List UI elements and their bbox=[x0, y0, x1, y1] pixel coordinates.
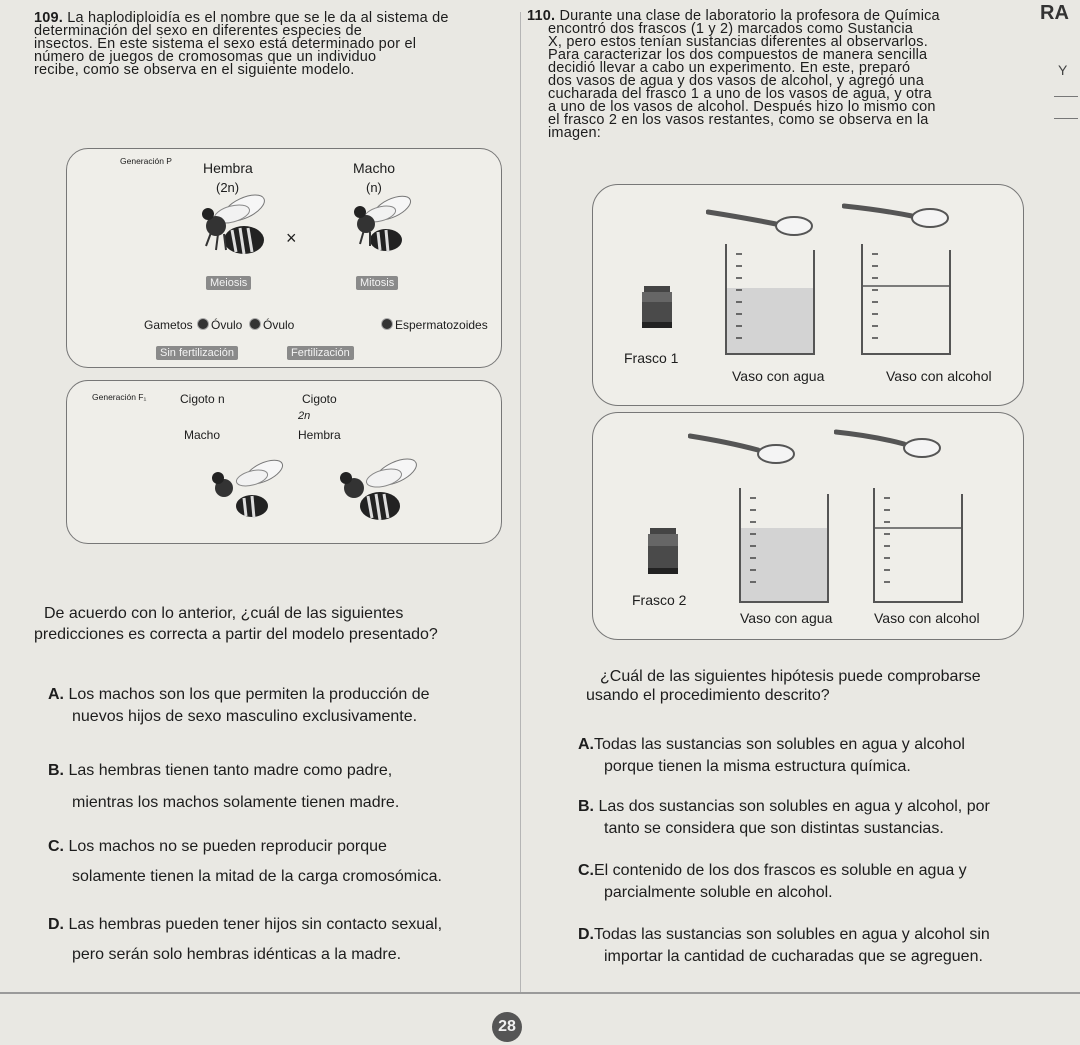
option-text: solamente tienen la mitad de la carga cromosómica. bbox=[72, 868, 442, 885]
option-text: Las dos sustancias son solubles en agua y alcohol, por bbox=[598, 798, 990, 815]
female-bee-icon bbox=[324, 448, 424, 530]
male-offspring-label: Macho bbox=[184, 428, 221, 442]
option-109-c[interactable] bbox=[48, 836, 442, 888]
question-number: 109. bbox=[34, 10, 64, 26]
option-text: mientras los machos solamente tienen madre. bbox=[72, 794, 400, 811]
flask-2-label: Frasco 2 bbox=[632, 592, 687, 608]
option-text: Las hembras pueden tener hijos sin contacto sexual, bbox=[68, 916, 443, 933]
alcohol-beaker-icon bbox=[870, 486, 970, 606]
water-beaker-label: Vaso con agua bbox=[740, 610, 833, 626]
alcohol-beaker-icon bbox=[858, 242, 958, 358]
flask-1-label: Frasco 1 bbox=[624, 350, 679, 366]
ovule-label: Óvulo bbox=[263, 318, 295, 332]
male-label: Macho bbox=[353, 160, 396, 176]
flask-2-jar-icon bbox=[646, 526, 680, 576]
water-beaker-icon bbox=[722, 242, 822, 358]
option-text: importar la cantidad de cucharadas que se agreguen. bbox=[604, 948, 983, 965]
question-109-stem bbox=[34, 603, 438, 645]
option-letter: C. bbox=[578, 862, 594, 879]
fertilization-label: Fertilización bbox=[287, 346, 354, 360]
question-number: 110. bbox=[527, 8, 556, 24]
option-110-a[interactable] bbox=[578, 734, 965, 778]
female-ploidy: (2n) bbox=[216, 180, 240, 195]
option-text: Los machos no se pueden reproducir porque bbox=[68, 838, 387, 855]
option-letter: B. bbox=[578, 798, 594, 815]
intro-line: imagen: bbox=[548, 125, 601, 141]
option-text: El contenido de los dos frascos es soluble en agua y bbox=[594, 862, 967, 879]
zygote-n-label: Cigoto n bbox=[180, 392, 225, 406]
ovule-label: Óvulo bbox=[211, 318, 243, 332]
intro-line: insectos. En este sistema el sexo está determinado por el bbox=[34, 36, 417, 52]
spoon-icon bbox=[834, 424, 944, 464]
generation-f1-label: Generación F₁ bbox=[92, 392, 147, 402]
spoon-icon bbox=[842, 196, 952, 236]
option-text: porque tienen la misma estructura química. bbox=[604, 758, 911, 775]
intro-line: recibe, como se observa en el siguiente modelo. bbox=[34, 62, 355, 78]
option-letter: D. bbox=[48, 916, 64, 933]
question-109-intro bbox=[34, 12, 520, 77]
intro-line: La haplodiploidía es el nombre que se le da al sistema de bbox=[67, 10, 449, 26]
option-text: nuevos hijos de sexo masculino exclusivamente. bbox=[72, 708, 418, 725]
option-text: Los machos son los que permiten la producción de bbox=[68, 686, 430, 703]
option-text: Todas las sustancias son solubles en agua y alcohol sin bbox=[594, 926, 990, 943]
option-letter: A. bbox=[578, 736, 594, 753]
option-109-a[interactable] bbox=[48, 684, 430, 728]
margin-note: Y bbox=[1058, 62, 1068, 78]
sperm-label: Espermatozoides bbox=[395, 318, 488, 332]
intro-line: cucharada del frasco 1 a uno de los vasos de agua, y otra bbox=[548, 86, 932, 102]
margin-tag: RA bbox=[1040, 2, 1069, 24]
intro-line: Para caracterizar los dos compuestos de manera sencilla bbox=[548, 47, 928, 63]
option-110-b[interactable] bbox=[578, 796, 990, 840]
male-ploidy: (n) bbox=[366, 180, 382, 195]
question-110-intro bbox=[527, 10, 1013, 140]
page-number bbox=[492, 1012, 522, 1042]
option-110-d[interactable] bbox=[578, 924, 990, 968]
stem-line: usando el procedimiento descrito? bbox=[586, 687, 830, 704]
intro-line: a uno de los vasos de alcohol. Después hizo lo mismo con bbox=[548, 99, 936, 115]
zygote-label: Cigoto bbox=[302, 392, 337, 406]
gametes-label: Gametos bbox=[144, 318, 193, 332]
option-text: pero serán solo hembras idénticas a la madre. bbox=[72, 946, 402, 963]
haplodiploidy-diagram-p bbox=[66, 148, 502, 368]
column-divider bbox=[520, 12, 521, 992]
option-109-d[interactable] bbox=[48, 914, 442, 966]
spoon-icon bbox=[688, 428, 798, 468]
intro-line: determinación del sexo en diferentes especies de bbox=[34, 23, 362, 39]
option-text: parcialmente soluble en alcohol. bbox=[604, 884, 833, 901]
meiosis-label: Meiosis bbox=[206, 276, 251, 290]
generation-p-label: Generación P bbox=[120, 156, 172, 166]
spoon-icon bbox=[706, 200, 816, 240]
intro-line: dos vasos de agua y dos vasos de alcohol, y agregó una bbox=[548, 73, 924, 89]
intro-line: número de juegos de cromosomas que un individuo bbox=[34, 49, 377, 65]
bottom-rule bbox=[0, 992, 1080, 994]
stem-line: ¿Cuál de las siguientes hipótesis puede comprobarse bbox=[600, 668, 981, 685]
alcohol-beaker-label: Vaso con alcohol bbox=[874, 610, 980, 626]
intro-line: decidió llevar a cabo un experimento. En este, preparó bbox=[548, 60, 911, 76]
female-label: Hembra bbox=[203, 160, 253, 176]
female-offspring-label: Hembra bbox=[298, 428, 341, 442]
option-text: tanto se considera que son distintas sustancias. bbox=[604, 820, 944, 837]
option-letter: C. bbox=[48, 838, 64, 855]
stem-line: predicciones es correcta a partir del modelo presentado? bbox=[34, 626, 438, 643]
option-109-b[interactable] bbox=[48, 760, 399, 814]
two-n-label: 2n bbox=[298, 410, 311, 422]
option-110-c[interactable] bbox=[578, 860, 967, 904]
male-bee-icon bbox=[322, 184, 422, 266]
question-110-stem bbox=[586, 666, 981, 706]
cross-symbol: × bbox=[286, 228, 297, 248]
page-number-text: 28 bbox=[498, 1018, 516, 1035]
female-bee-icon bbox=[172, 184, 272, 266]
intro-line: el frasco 2 en los vasos restantes, como se observa en la bbox=[548, 112, 929, 128]
intro-line: X, pero estos tenían sustancias diferentes al observarlos. bbox=[548, 34, 928, 50]
margin-line bbox=[1054, 96, 1078, 97]
flask-1-jar-icon bbox=[640, 284, 674, 330]
option-letter: B. bbox=[48, 762, 64, 779]
water-beaker-label: Vaso con agua bbox=[732, 368, 825, 384]
sperm-dot-icon bbox=[381, 318, 393, 330]
option-letter: A. bbox=[48, 686, 64, 703]
intro-line: encontró dos frascos (1 y 2) marcados como Sustancia bbox=[548, 21, 914, 37]
stem-line: De acuerdo con lo anterior, ¿cuál de las siguientes bbox=[44, 605, 404, 622]
option-letter: D. bbox=[578, 926, 594, 943]
water-beaker-icon bbox=[736, 486, 836, 606]
option-text: Las hembras tienen tanto madre como padre, bbox=[68, 762, 393, 779]
margin-line bbox=[1054, 118, 1078, 119]
no-fertilization-label: Sin fertilización bbox=[156, 346, 238, 360]
male-bee-icon bbox=[194, 448, 294, 530]
option-text: Todas las sustancias son solubles en agua y alcohol bbox=[594, 736, 965, 753]
intro-line: Durante una clase de laboratorio la profesora de Química bbox=[559, 8, 940, 24]
mitosis-label: Mitosis bbox=[356, 276, 398, 290]
alcohol-beaker-label: Vaso con alcohol bbox=[886, 368, 992, 384]
ovule-dot-icon bbox=[197, 318, 209, 330]
ovule-dot-icon bbox=[249, 318, 261, 330]
